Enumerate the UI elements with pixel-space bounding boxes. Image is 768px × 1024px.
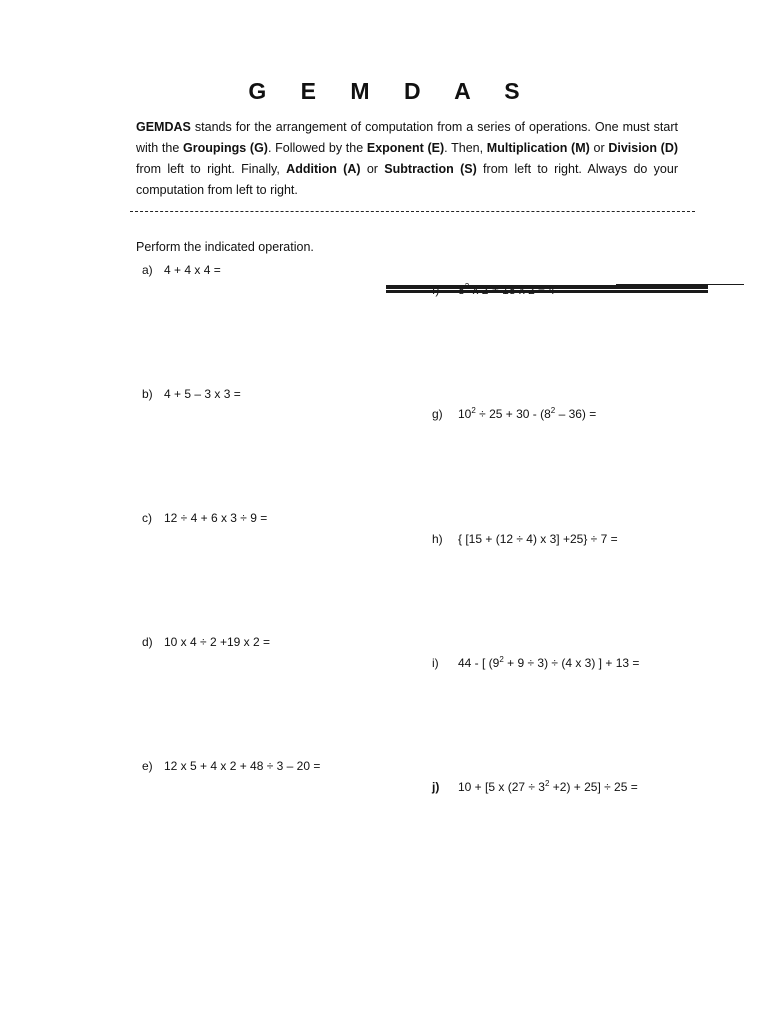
problem-label: h) (432, 532, 443, 546)
exponent: 2 (499, 655, 504, 664)
problem-label: g) (432, 407, 443, 421)
term-multiplication: Multiplication (M) (486, 141, 590, 155)
problem-expression: 10 x 4 ÷ 2 +19 x 2 = (164, 635, 270, 649)
expr-part: +2) + 25] ÷ 25 = (549, 780, 638, 794)
problem-label: a) (142, 263, 153, 277)
problem-j (432, 780, 638, 794)
term-division: Division (D) (608, 141, 679, 155)
term-exponent: Exponent (E) (366, 141, 445, 155)
intro-text: or (360, 162, 385, 176)
exponent: 2 (471, 406, 476, 415)
intro-text: . Then, (444, 141, 487, 155)
problem-d (142, 635, 270, 649)
problem-b (142, 387, 241, 401)
problem-c (142, 511, 267, 525)
expr-part: ÷ 25 + 30 - (8 (475, 407, 551, 421)
problem-label: c) (142, 511, 152, 525)
problem-expression: 12 x 5 + 4 x 2 + 48 ÷ 3 – 20 = (164, 759, 321, 773)
problem-expression (458, 656, 639, 670)
problem-expression: 4 + 4 x 4 = (164, 263, 221, 277)
problem-i (432, 656, 639, 670)
instruction-text: Perform the indicated operation. (136, 240, 314, 254)
page-title: G E M D A S (248, 78, 534, 104)
intro-text: from left to right. Always do your computation from left to right. (136, 162, 678, 197)
problem-a (142, 263, 221, 277)
intro-text: or (589, 141, 609, 155)
intro-text: from left to right. Finally, (136, 162, 287, 176)
term-subtraction: Subtraction (S) (384, 162, 477, 176)
rule-line (386, 285, 708, 289)
exponent: 2 (544, 779, 550, 788)
problem-expression: 4 + 5 – 3 x 3 = (164, 387, 241, 401)
expr-part: 10 + [5 x (27 ÷ 3 (458, 780, 545, 794)
expr-part: 10 (458, 407, 472, 421)
exponent: 2 (550, 406, 556, 415)
dashed-divider (130, 211, 695, 212)
term-gemdas: GEMDAS (136, 120, 191, 134)
term-addition: Addition (A) (286, 162, 361, 176)
problem-label: d) (142, 635, 153, 649)
problem-expression (458, 407, 596, 421)
problem-g (432, 407, 596, 421)
expr-part: 44 - [ (9 (458, 656, 500, 670)
term-groupings: Groupings (G) (183, 141, 268, 155)
rule-line (616, 284, 744, 285)
problem-e (142, 759, 320, 773)
expr-part: – 36) = (555, 407, 597, 421)
overlapping-rule-lines (386, 284, 746, 296)
intro-paragraph (136, 117, 678, 201)
problem-h (432, 532, 618, 546)
problem-label: i) (432, 656, 439, 670)
rule-line (386, 290, 708, 293)
intro-text: . Followed by the (267, 141, 367, 155)
problem-label: e) (142, 759, 153, 773)
intro-text: stands for the arrangement of computation from a series of operations. One must start with the (136, 120, 678, 155)
problem-expression: 12 ÷ 4 + 6 x 3 ÷ 9 = (164, 511, 268, 525)
problem-label: j) (432, 780, 440, 794)
problem-expression (458, 780, 638, 794)
problem-expression: { [15 + (12 ÷ 4) x 3] +25} ÷ 7 = (458, 532, 618, 546)
problem-label: b) (142, 387, 153, 401)
expr-part: + 9 ÷ 3) ÷ (4 x 3) ] + 13 = (503, 656, 640, 670)
